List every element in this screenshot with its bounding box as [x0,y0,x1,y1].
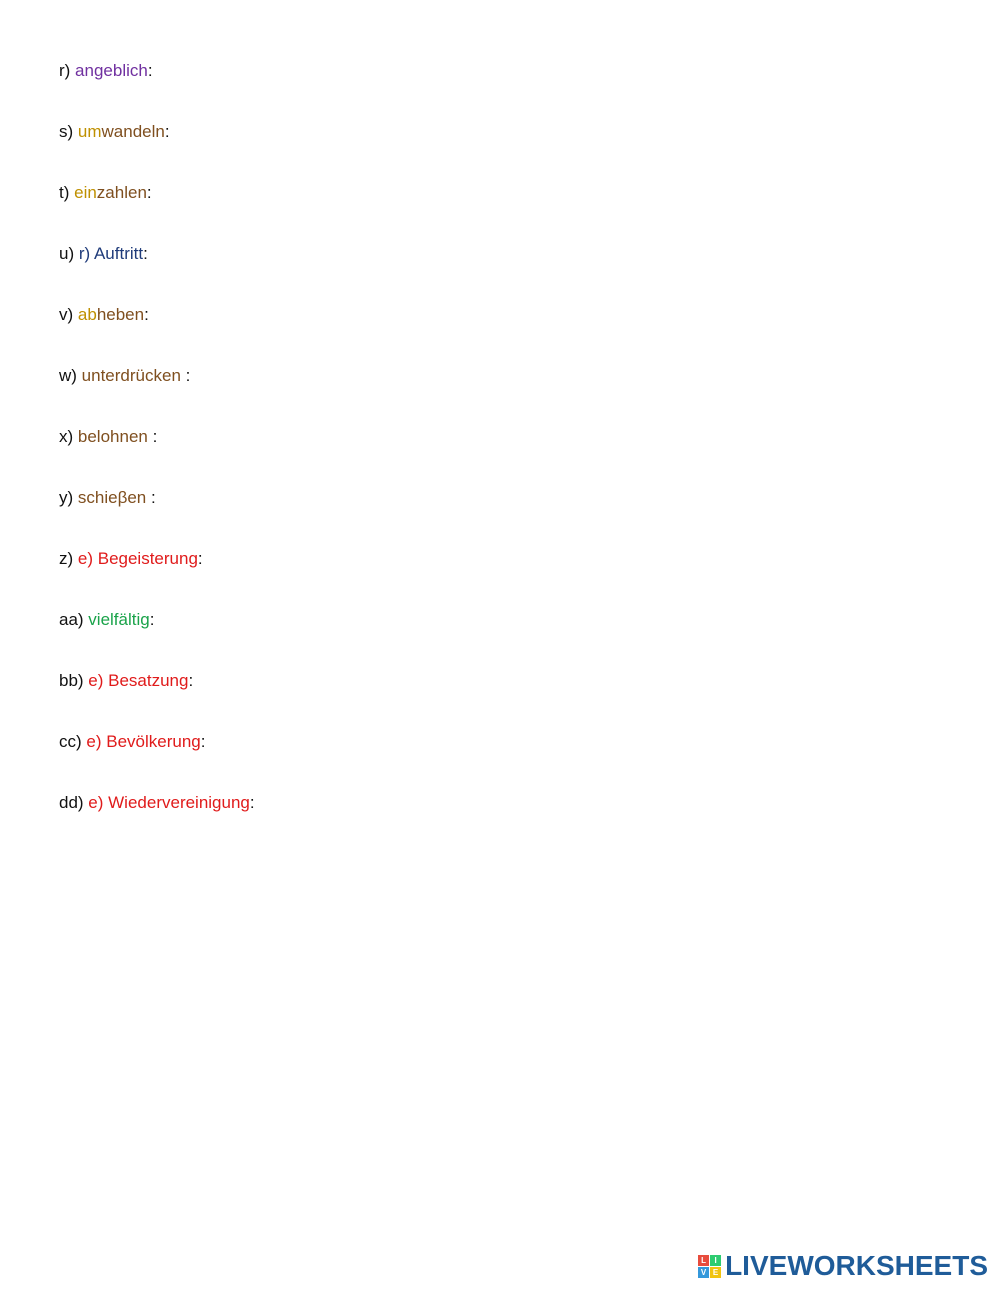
list-item [59,363,255,424]
item-text-segment: dd) [59,793,89,812]
item-text-segment: e) Wiedervereinigung [88,793,250,812]
item-text-segment: um [77,122,102,141]
item-text-segment: z) [59,549,78,568]
item-text-segment: s) [59,122,78,141]
item-text-segment: : [164,122,170,141]
list-item [59,607,255,668]
item-text-segment: ein [74,183,97,202]
item-text-segment: : [146,183,152,202]
list-item [59,58,255,119]
item-text-segment: r) Auftritt [78,244,144,263]
item-text-segment: : [143,244,148,263]
logo-text: LIVEWORKSHEETS [725,1250,988,1281]
item-text-segment: cc) [59,732,87,751]
item-text-segment: schieβen [77,488,147,507]
item-text-segment: w) [59,366,82,385]
liveworksheets-logo-icon [698,1255,721,1278]
item-text-segment: wandeln [101,122,165,141]
list-item [59,180,255,241]
item-text-segment: v) [59,305,78,324]
liveworksheets-logo [698,1250,988,1282]
item-text-segment: t) [59,183,75,202]
item-text-segment: x) [59,427,78,446]
list-item [59,241,255,302]
list-item [59,668,255,729]
item-text-segment: bb) [59,671,89,690]
list-item [59,790,255,851]
list-item [59,119,255,180]
list-item [59,485,255,546]
item-text-segment: vielfältig [88,610,150,629]
item-text-segment: e) Besatzung [88,671,189,690]
logo-mark-square: I [710,1255,721,1266]
list-item [59,729,255,790]
item-text-segment: : [147,427,158,446]
item-text-segment: e) Bevölkerung [86,732,201,751]
item-text-segment: u) [59,244,79,263]
logo-mark-square: L [698,1255,709,1266]
item-text-segment: aa) [59,610,89,629]
item-text-segment: : [249,793,255,812]
item-text-segment: : [200,732,206,751]
item-text-segment: : [197,549,203,568]
item-text-segment: : [146,488,156,507]
item-text-segment: : [147,61,153,80]
list-item [59,424,255,485]
item-text-segment: belohnen [77,427,148,446]
list-item [59,546,255,607]
item-text-segment: ab [77,305,97,324]
item-text-segment: : [144,305,149,324]
item-text-segment: unterdrücken [81,366,181,385]
item-text-segment: angeblich [75,61,148,80]
logo-mark-square: E [710,1267,721,1278]
item-text-segment: : [180,366,191,385]
list-item [59,302,255,363]
item-text-segment: heben [96,305,145,324]
logo-mark-square: V [698,1267,709,1278]
item-text-segment: : [188,671,194,690]
item-text-segment: r) [59,61,76,80]
item-text-segment: e) Begeisterung [77,549,198,568]
item-text-segment: y) [59,488,78,507]
vocabulary-list [59,58,255,851]
item-text-segment: : [149,610,155,629]
item-text-segment: zahlen [96,183,147,202]
